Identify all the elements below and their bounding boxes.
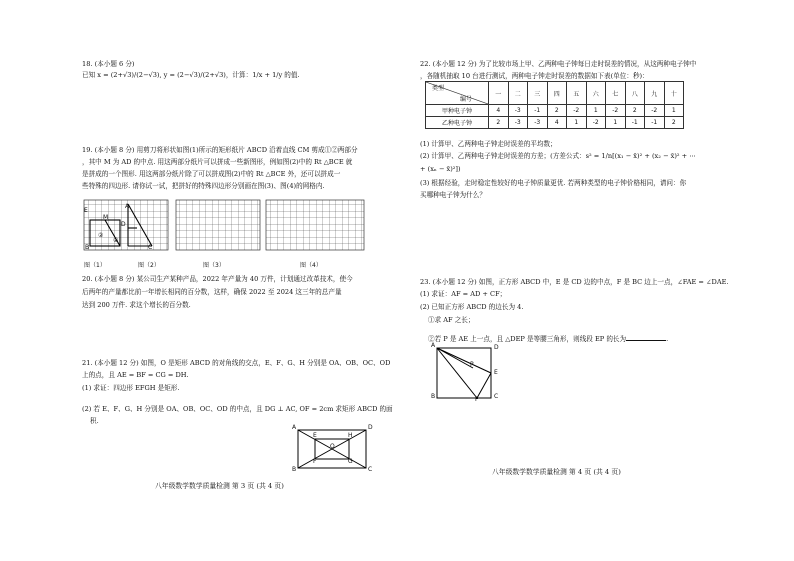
fig1-label-E: E	[84, 207, 88, 214]
grid-figure-4	[266, 200, 364, 250]
fig1-label-1: ①	[113, 237, 119, 244]
q19-line3: 是拼成的一个图形. 用这两部分纸片除了可以拼成图(2)中的 Rt △BCE 外，还可以拼成一	[82, 170, 341, 178]
table-col-header: 二	[508, 82, 528, 105]
fig21-label-D: D	[368, 424, 373, 431]
fig1-label-M: M	[103, 214, 109, 221]
q22-part2-cont: + (xₙ − x̄)²])	[420, 165, 461, 173]
q18-title: 18. (本小题 6 分)	[82, 60, 135, 68]
right-page	[397, 0, 794, 561]
table-cell: 2	[664, 117, 684, 129]
q22-line2: ，各随机抽取 10 台进行测试，两种电子钟走时误差的数据如下表(单位：秒)：	[420, 72, 649, 80]
q19-line1: 19. (本小题 8 分) 用剪刀将形状如图(1)所示的矩形纸片 ABCD 沿着直线 CM 剪成①②两部分	[82, 146, 358, 154]
table-cell: -2	[606, 105, 626, 117]
fig-caption-1: 图（1）	[84, 262, 106, 269]
q18-body: 已知 x = (2+√3)/(2−√3), y = (2−√3)/(2+√3)，计算：1/x + 1/y 的值.	[82, 71, 300, 79]
table-cell: -2	[645, 105, 665, 117]
table-cell: -1	[528, 105, 548, 117]
table-row	[426, 117, 684, 129]
table-cell: 2	[489, 117, 509, 129]
q23-line4: ①求 AF 之长；	[428, 316, 475, 324]
fig-caption-3: 图（3）	[203, 262, 225, 269]
fig23-label-D: D	[494, 344, 499, 351]
table-cell: -3	[528, 117, 548, 129]
table-col-header: 五	[567, 82, 587, 105]
fig21-label-B: B	[292, 466, 297, 473]
q21-line4: (2) 若 E、F、G、H 分别是 OA、OB、OC、OD 的中点，且 DG ⊥ AC, OF = 2cm 求矩形 ABCD 的面	[82, 405, 393, 413]
q21-figure	[290, 426, 374, 476]
q20-line3: 达到 200 万件. 求这个增长的百分数.	[82, 301, 191, 309]
fig-caption-4: 图（4）	[300, 262, 322, 269]
fig21-label-F: F	[313, 458, 317, 465]
q22-part2: (2) 计算甲、乙两种电子钟走时误差的方差；(方差公式：s² = 1/n[(x₁ − x̄)² + (x₂ − x̄)² + ⋯	[420, 152, 696, 160]
grid-figure-3	[176, 200, 260, 250]
table-row-label: 乙种电子钟	[426, 117, 489, 129]
answer-blank	[626, 333, 669, 343]
table-col-header: 六	[586, 82, 606, 105]
table-cell: -3	[508, 105, 528, 117]
right-footer: 八年级数学数学质量检测 第 4 页 (共 4 页)	[492, 468, 621, 476]
fig21-label-A: A	[292, 424, 297, 431]
fig21-label-H: H	[348, 432, 353, 439]
q20-line1: 20. (本小题 8 分) 某公司生产某种产品，2022 年产量为 40 万件，计划通过改革技术，使今	[82, 275, 353, 283]
table-header-number: 编号	[460, 96, 473, 103]
fig23-label-F: F	[475, 396, 479, 403]
table-cell: -1	[645, 117, 665, 129]
q23-line3: (2) 已知正方形 ABCD 的边长为 4.	[420, 303, 524, 311]
table-row	[426, 105, 684, 117]
table-col-header: 三	[528, 82, 548, 105]
table-cell: -1	[625, 117, 645, 129]
q19-line2: ，其中 M 为 AD 的中点. 用这两部分纸片可以拼成一些新图形，例如图(2)中的 Rt △BCE 就	[82, 158, 353, 166]
q21-line3: (1) 求证：四边形 EFGH 是矩形.	[82, 384, 180, 392]
q21-line5: 积.	[90, 417, 99, 425]
table-cell: 1	[586, 105, 606, 117]
q22-line1: 22. (本小题 12 分) 为了比较市场上甲、乙两种电子钟每日走时误差的情况，从这两种电子钟中	[420, 60, 697, 68]
fig23-label-C: C	[494, 393, 499, 400]
table-cell: 2	[625, 105, 645, 117]
table-cell: 1	[606, 117, 626, 129]
q23-figure	[433, 344, 503, 402]
q21-line1: 21. (本小题 12 分) 如图，O 是矩形 ABCD 的对角线的交点，E、F、G、H 分别是 OA、OB、OC、OD	[82, 359, 391, 367]
q23-line5	[428, 333, 668, 344]
table-cell: 1	[664, 105, 684, 117]
q22-part3-cont: 买哪种电子钟为什么？	[420, 191, 486, 199]
q23-line5-end: .	[666, 335, 669, 343]
q21-line2: 上的点，且 AE = BF = CG = DH.	[82, 371, 189, 379]
table-cell: 4	[547, 117, 567, 129]
q20-line2: 后两年的产量都比前一年增长相同的百分数，这样，确保 2022 至 2024 这三年的总产量	[82, 288, 342, 296]
table-col-header: 四	[547, 82, 567, 105]
table-col-header: 一	[489, 82, 509, 105]
table-cell: -3	[508, 117, 528, 129]
table-cell: -2	[586, 117, 606, 129]
table-col-header: 十	[664, 82, 684, 105]
fig1-label-B: B	[85, 244, 90, 251]
q22-table	[425, 81, 684, 129]
table-cell: -2	[567, 105, 587, 117]
q19-line4: 些特殊的四边形. 请你试一试，把拼好的特殊四边形分别画在图(3)、图(4)的网格内.	[82, 182, 325, 190]
q23-line1: 23. (本小题 12 分) 如图，正方形 ABCD 中，E 是 CD 边的中点，F 是 BC 边上一点，∠FAE = ∠DAE.	[420, 278, 729, 286]
fig21-label-C: C	[368, 466, 373, 473]
fig1-label-2: ②	[98, 232, 104, 239]
table-header-type: 类型	[432, 85, 445, 92]
table-row-label: 甲种电子钟	[426, 105, 489, 117]
q22-part1: (1) 计算甲、乙两种电子钟走时误差的平均数；	[420, 140, 557, 148]
fig1-label-C: C	[148, 244, 153, 251]
left-footer: 八年级数学数学质量检测 第 3 页 (共 4 页)	[155, 482, 284, 490]
table-header-row	[426, 82, 684, 105]
fig21-label-E: E	[313, 432, 317, 439]
table-cell: 4	[489, 105, 509, 117]
fig21-label-G: G	[348, 458, 353, 465]
fig23-label-B: B	[431, 393, 436, 400]
table-col-header: 九	[645, 82, 665, 105]
table-corner-cell	[426, 82, 489, 105]
fig-caption-2: 图（2）	[138, 262, 160, 269]
fig21-label-O: O	[330, 443, 335, 450]
fig23-label-P: P	[470, 361, 474, 368]
table-cell: 1	[567, 117, 587, 129]
q22-part3: (3) 根据经验，走时稳定性较好的电子钟质量更优. 若两种类型的电子钟价格相同，请问：你	[420, 179, 687, 187]
fig23-label-E: E	[494, 369, 498, 376]
fig1-label-D: D	[121, 221, 126, 228]
fig23-label-A: A	[431, 342, 436, 349]
table-col-header: 八	[625, 82, 645, 105]
table-col-header: 七	[606, 82, 626, 105]
fig1-label-A: A	[125, 203, 130, 210]
q23-line5-text: ②若 P 是 AE 上一点，且 △DEP 是等腰三角形，则线段 EP 的长为	[428, 335, 627, 343]
q23-line2: (1) 求证：AF = AD + CF；	[420, 290, 507, 298]
table-cell: 2	[547, 105, 567, 117]
